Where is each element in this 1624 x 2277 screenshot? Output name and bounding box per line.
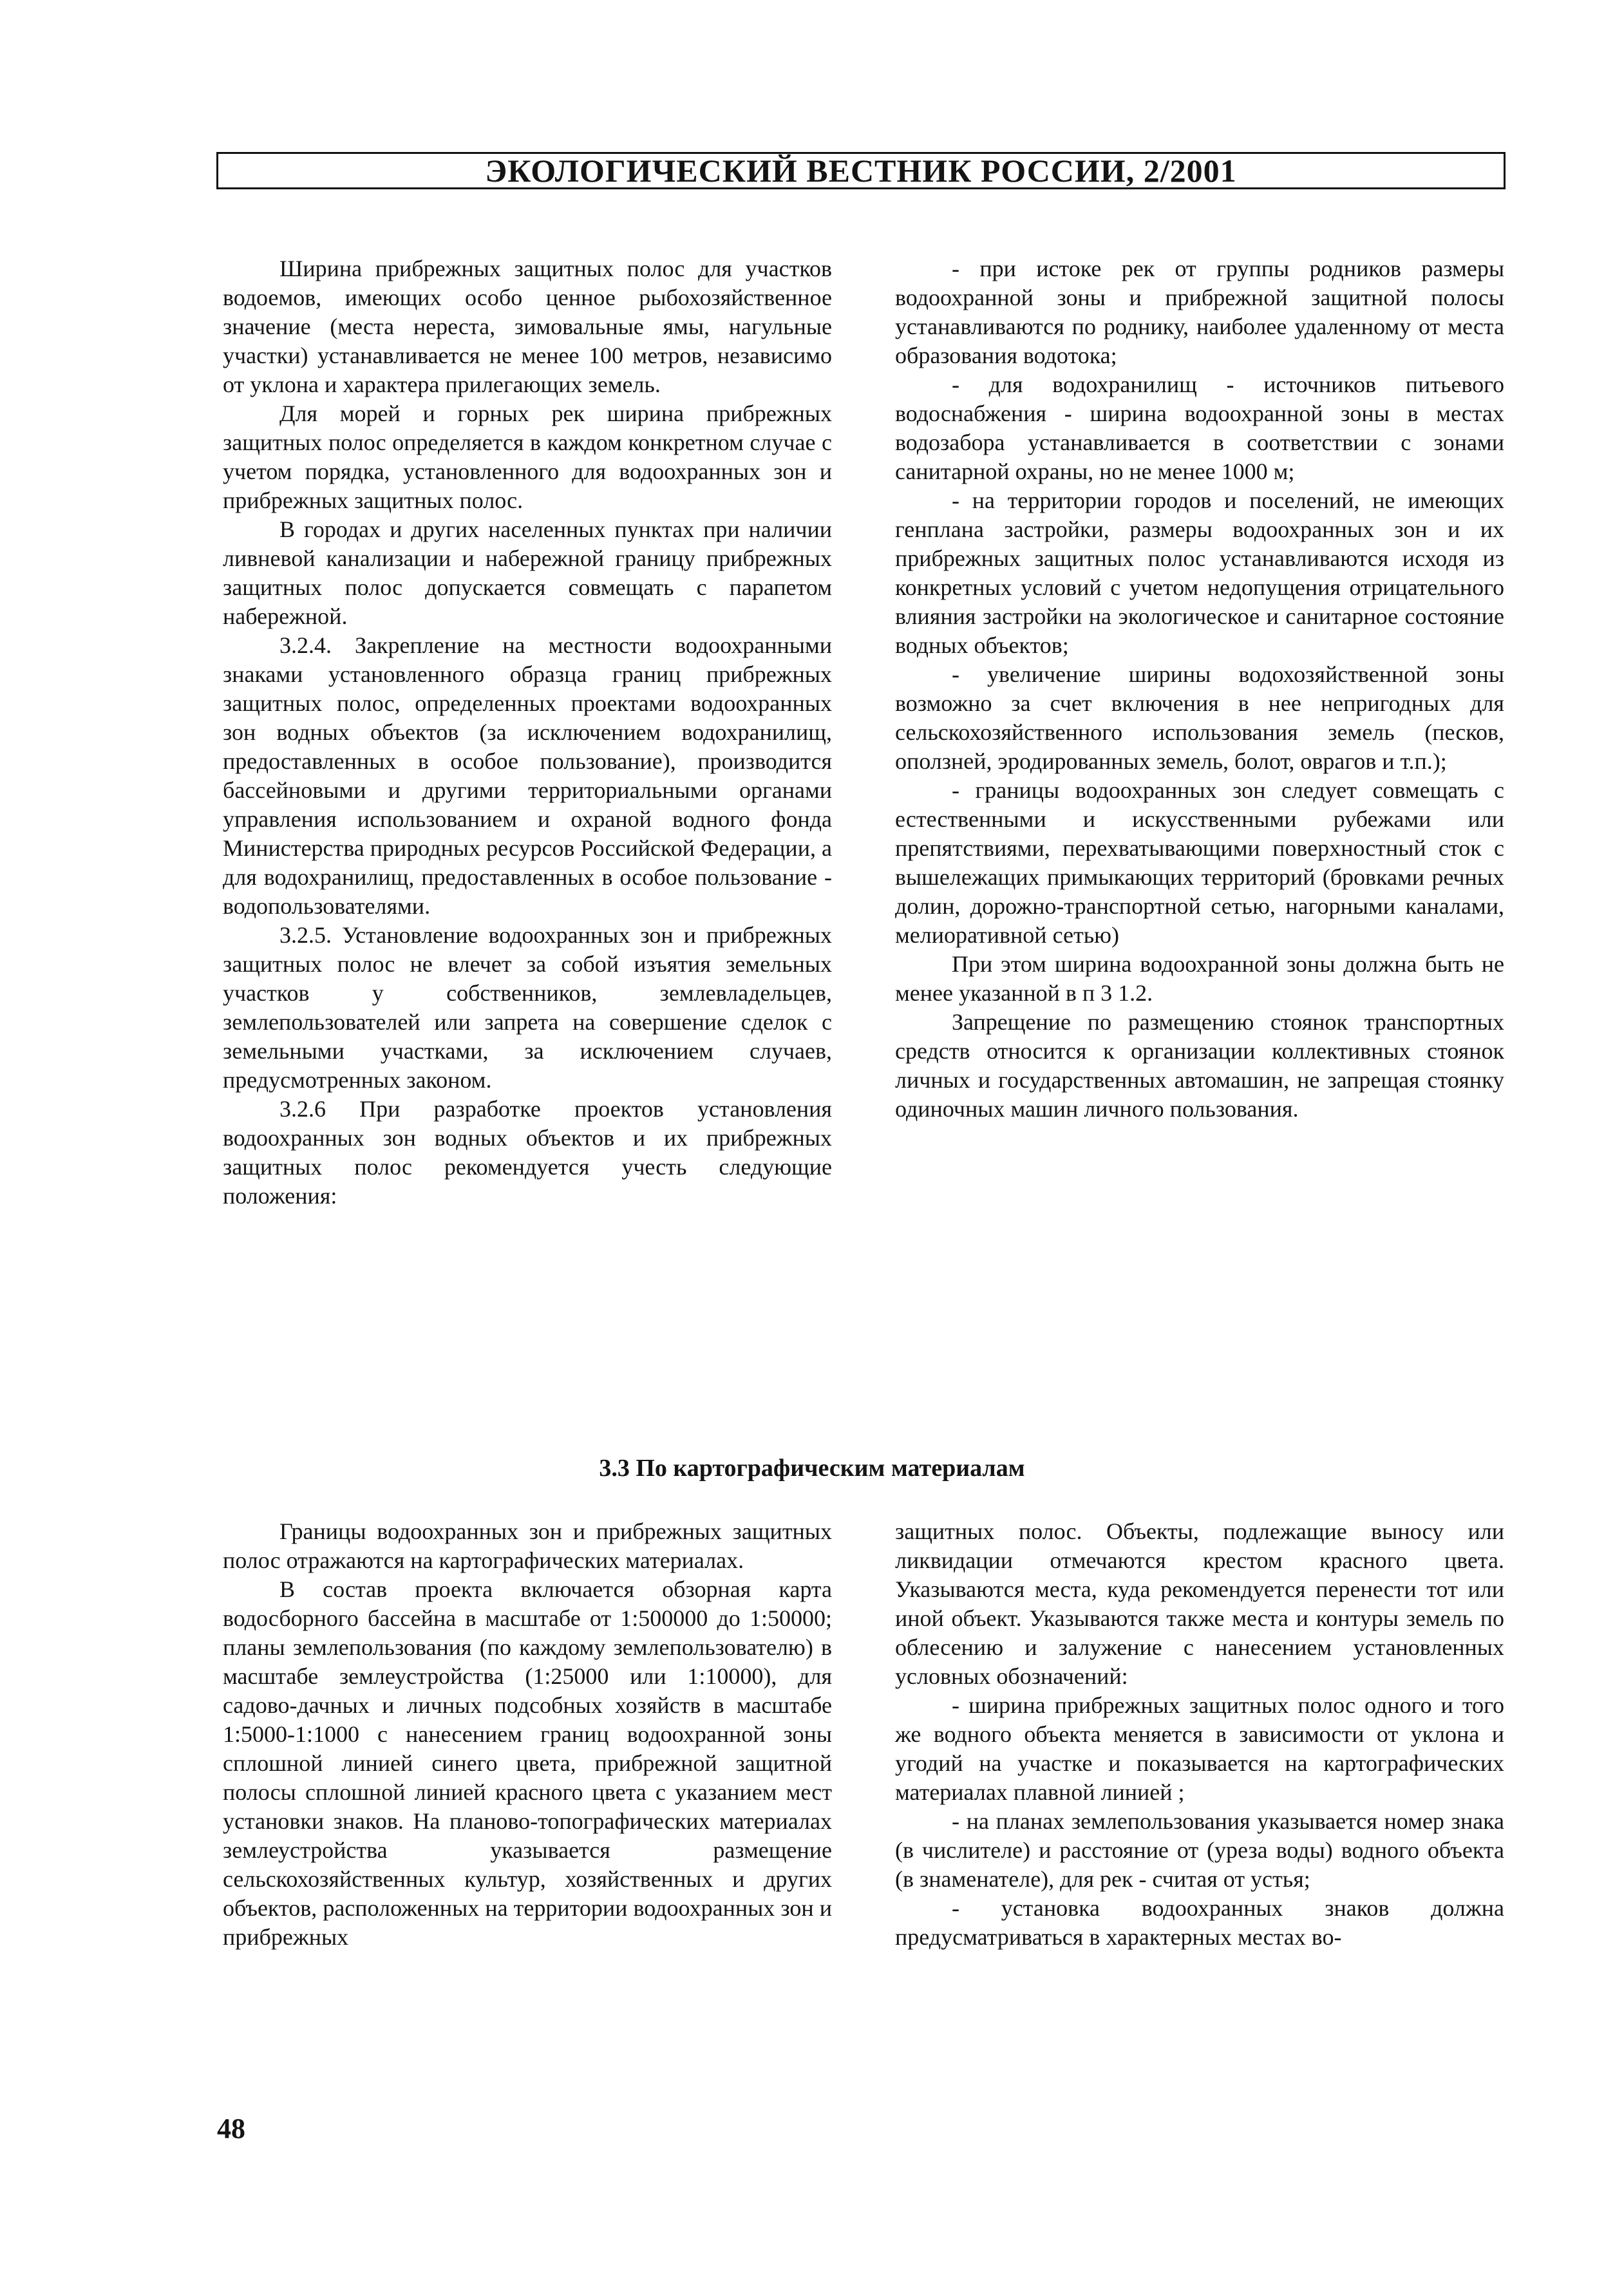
paragraph: - при истоке рек от группы родников размеры водоохранной зоны и прибрежной защитной полосы устанавливаются по роднику, наиболее удаленному от места образования водотока; (895, 256, 1504, 368)
paragraph: 3.2.5. Установление водоохранных зон и прибрежных защитных полос не влечет за собой изъятия земельных участков у собственников, землевладельцев, землепользователей или запрета на совершение сделок с земельными участками, за исключением случаев, предусмотренных законом. (223, 922, 832, 1093)
paragraph: - на территории городов и поселений, не имеющих генплана застройки, размеры водоохранных зон и их прибрежных защитных полос устанавливаются исходя из конкретных условий с учетом недопущения отрицательного влияния застройки на экологическое и санитарное состояние водных объектов; (895, 487, 1504, 658)
paragraph: - границы водоохранных зон следует совмещать с естественными и искусственными рубежами или препятствиями, перехватывающими поверхностный сток с вышележащих примыкающих территорий (бровками речных долин, дорожно-транспортной сетью, нагорными каналами, мелиоративной сетью) (895, 777, 1504, 948)
page-number: 48 (217, 2113, 245, 2144)
paragraph: - для водохранилищ - источников питьевого водоснабжения - ширина водоохранной зоны в местах водозабора устанавливается в соответствии с зонами санитарной охраны, но не менее 1000 м; (895, 372, 1504, 484)
bottom-right-column (895, 1517, 1504, 1952)
section-heading: 3.3 По картографическим материалам (599, 1455, 1025, 1482)
top-left-column (223, 254, 832, 1211)
paragraph: Границы водоохранных зон и прибрежных защитных полос отражаются на картографических материалах. (223, 1518, 832, 1573)
paragraph: Ширина прибрежных защитных полос для участков водоемов, имеющих особо ценное рыбохозяйственное значение (места нереста, зимовальные ямы, нагульные участки) устанавливается не менее 100 метров, независимо от уклона и характера прилегающих земель. (223, 256, 832, 397)
paragraph: Для морей и горных рек ширина прибрежных защитных полос определяется в каждом конкретном случае с учетом порядка, установленного для водоохранных зон и прибрежных защитных полос. (223, 401, 832, 513)
paragraph: защитных полос. Объекты, подлежащие выносу или ликвидации отмечаются крестом красного цвета. Указываются места, куда рекомендуется перенести тот или иной объект. Указываются также места и контуры земель по облесению и залужение с нанесением установленных условных обозначений: (895, 1518, 1504, 1689)
bottom-left-column (223, 1517, 832, 1952)
paragraph: В состав проекта включается обзорная карта водосборного бассейна в масштабе от 1:500000 до 1:50000; планы землепользования (по каждому землепользователю) в масштабе землеустройства (1:25000 или 1:10000), для садово-дачных и личных подсобных хозяйств в масштабе 1:5000-1:1000 с нанесением границ водоохранной зоны сплошной линией синего цвета, прибрежной защитной полосы сплошной линией красного цвета с указанием мест установки знаков. На планово-топографических материалах землеустройства указывается размещение сельскохозяйственных культур, хозяйственных и других объектов, расположенных на территории водоохранных зон и прибрежных (223, 1576, 832, 1950)
journal-title: ЭКОЛОГИЧЕСКИЙ ВЕСТНИК РОССИИ, 2/2001 (485, 153, 1237, 189)
paragraph: При этом ширина водоохранной зоны должна быть не менее указанной в п 3 1.2. (895, 951, 1504, 1006)
journal-header (216, 152, 1506, 189)
top-right-column (895, 254, 1504, 1124)
paragraph: 3.2.4. Закрепление на местности водоохранными знаками установленного образца границ прибрежных защитных полос, определенных проектами водоохранных зон водных объектов (за исключением водохранилищ, предоставленных в особое пользование), производится бассейновыми и другими территориальными органами управления использованием и охраной водного фонда Министерства природных ресурсов Российской Федерации, а для водохранилищ, предоставленных в особое пользование - водопользователями. (223, 632, 832, 919)
paragraph: - на планах землепользования указывается номер знака (в числителе) и расстояние от (уреза воды) водного объекта (в знаменателе), для рек - считая от устья; (895, 1808, 1504, 1892)
paragraph: Запрещение по размещению стоянок транспортных средств относится к организации коллективных стоянок личных и государственных автомашин, не запрещая стоянку одиночных машин личного пользования. (895, 1009, 1504, 1122)
paragraph: В городах и других населенных пунктах при наличии ливневой канализации и набережной границу прибрежных защитных полос допускается совмещать с парапетом набережной. (223, 516, 832, 629)
paragraph: - установка водоохранных знаков должна предусматриваться в характерных местах во- (895, 1895, 1504, 1950)
paragraph: - ширина прибрежных защитных полос одного и того же водного объекта меняется в зависимости от уклона и угодий на участке и показывается на картографических материалах плавной линией ; (895, 1692, 1504, 1805)
paragraph: - увеличение ширины водохозяйственной зоны возможно за счет включения в нее непригодных для сельскохозяйственного использования земель (песков, оползней, эродированных земель, болот, оврагов и т.п.); (895, 661, 1504, 774)
paragraph: 3.2.6 При разработке проектов установления водоохранных зон водных объектов и их прибрежных защитных полос рекомендуется учесть следующие положения: (223, 1096, 832, 1209)
